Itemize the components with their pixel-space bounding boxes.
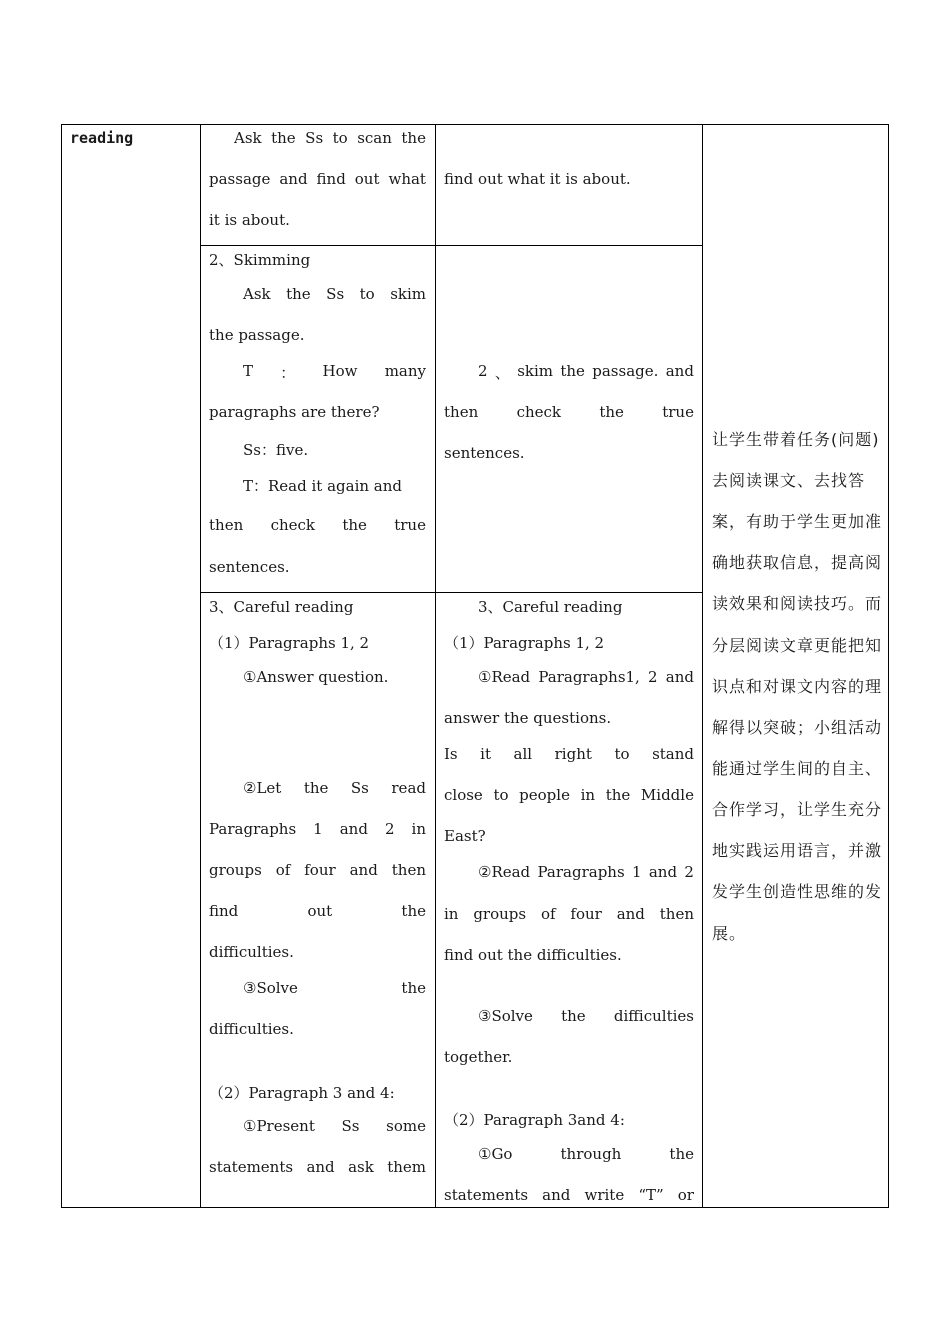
- teacher-skim-line-2: the passage.: [209, 326, 305, 344]
- student-careful-c1: ③Solve the difficulties: [478, 1007, 694, 1025]
- student-careful-d2: statements and write “T” or: [444, 1186, 694, 1204]
- student-careful-c2: together.: [444, 1048, 513, 1066]
- table-border-top: [61, 124, 889, 125]
- column-divider-2: [435, 124, 436, 1208]
- purpose-line: 去阅读课文、去找答: [712, 471, 866, 490]
- teacher-careful-c1: ③Solve the: [243, 979, 426, 997]
- student-scan-line-1: find out what it is about.: [444, 170, 631, 188]
- teacher-skim-line-4: paragraphs are there?: [209, 403, 380, 421]
- teacher-skim-heading: 2、Skimming: [209, 251, 311, 269]
- student-careful-q1: Is it all right to stand: [444, 745, 694, 763]
- student-careful-a1: ①Read Paragraphs1, 2 and: [478, 668, 694, 686]
- purpose-line: 分层阅读文章更能把知: [712, 636, 883, 655]
- teacher-careful-a1: ①Answer question.: [243, 668, 389, 686]
- table-border-left: [61, 124, 62, 1208]
- teacher-skim-line-8: sentences.: [209, 558, 290, 576]
- teacher-careful-b3: groups of four and then: [209, 861, 426, 879]
- student-careful-sub-1: （1）Paragraphs 1, 2: [444, 634, 605, 652]
- teacher-skim-line-1: Ask the Ss to skim: [243, 285, 426, 303]
- student-careful-heading: 3、Careful reading: [478, 598, 623, 616]
- purpose-line: 地实践运用语言，并激: [712, 841, 883, 860]
- purpose-line: 发学生创造性思维的发: [712, 882, 883, 901]
- table-border-right: [888, 124, 889, 1208]
- student-careful-q2: close to people in the Middle: [444, 786, 694, 804]
- student-careful-a2: answer the questions.: [444, 709, 612, 727]
- teacher-careful-d1: ①Present Ss some: [243, 1117, 426, 1135]
- teacher-careful-b2: Paragraphs 1 and 2 in: [209, 820, 426, 838]
- column-divider-3: [702, 124, 703, 1208]
- student-careful-q3: East?: [444, 827, 486, 845]
- teacher-skim-line-5: Ss：five.: [243, 441, 309, 459]
- row-divider-1: [200, 245, 703, 246]
- row-divider-2: [200, 592, 703, 593]
- student-careful-b1: ②Read Paragraphs 1 and 2: [478, 863, 694, 881]
- teacher-careful-b4: find out the: [209, 902, 426, 920]
- teacher-careful-sub-1: （1）Paragraphs 1, 2: [209, 634, 370, 652]
- teacher-skim-line-7: then check the true: [209, 516, 426, 534]
- purpose-line: 确地获取信息，提高阅: [712, 553, 883, 572]
- student-skim-line-3: sentences.: [444, 444, 525, 462]
- purpose-line: 能通过学生间的自主、: [712, 759, 883, 778]
- student-careful-d1: ①Go through the: [478, 1145, 694, 1163]
- column-divider-1: [200, 124, 201, 1208]
- student-careful-b3: find out the difficulties.: [444, 946, 622, 964]
- purpose-line: 让学生带着任务(问题): [712, 430, 880, 449]
- table-border-bottom: [61, 1207, 889, 1208]
- teacher-careful-heading: 3、Careful reading: [209, 598, 354, 616]
- student-skim-line-1: 2 、 skim the passage. and: [478, 362, 694, 382]
- teacher-careful-b1: ②Let the Ss read: [243, 779, 426, 797]
- teacher-skim-line-3: T ： How many: [243, 362, 426, 382]
- student-skim-line-2: then check the true: [444, 403, 694, 421]
- purpose-line: 读效果和阅读技巧。而: [712, 594, 883, 613]
- stage-label: reading: [70, 129, 134, 147]
- teacher-scan-line-1: Ask the Ss to scan the: [234, 129, 426, 147]
- teacher-careful-b5: difficulties.: [209, 943, 294, 961]
- teacher-careful-c2: difficulties.: [209, 1020, 294, 1038]
- purpose-line: 展。: [712, 924, 747, 943]
- student-careful-sub-2: （2）Paragraph 3and 4:: [444, 1111, 625, 1129]
- purpose-line: 解得以突破；小组活动: [712, 718, 883, 737]
- student-careful-b2: in groups of four and then: [444, 905, 694, 923]
- teacher-careful-d2: statements and ask them: [209, 1158, 426, 1176]
- purpose-line: 合作学习，让学生充分: [712, 800, 883, 819]
- teacher-careful-sub-2: （2）Paragraph 3 and 4:: [209, 1084, 395, 1102]
- purpose-line: 案，有助于学生更加准: [712, 512, 883, 531]
- teacher-scan-line-3: it is about.: [209, 211, 290, 229]
- purpose-line: 识点和对课文内容的理: [712, 677, 883, 696]
- teacher-scan-line-2: passage and find out what: [209, 170, 426, 188]
- teacher-skim-line-6: T：Read it again and: [243, 477, 403, 495]
